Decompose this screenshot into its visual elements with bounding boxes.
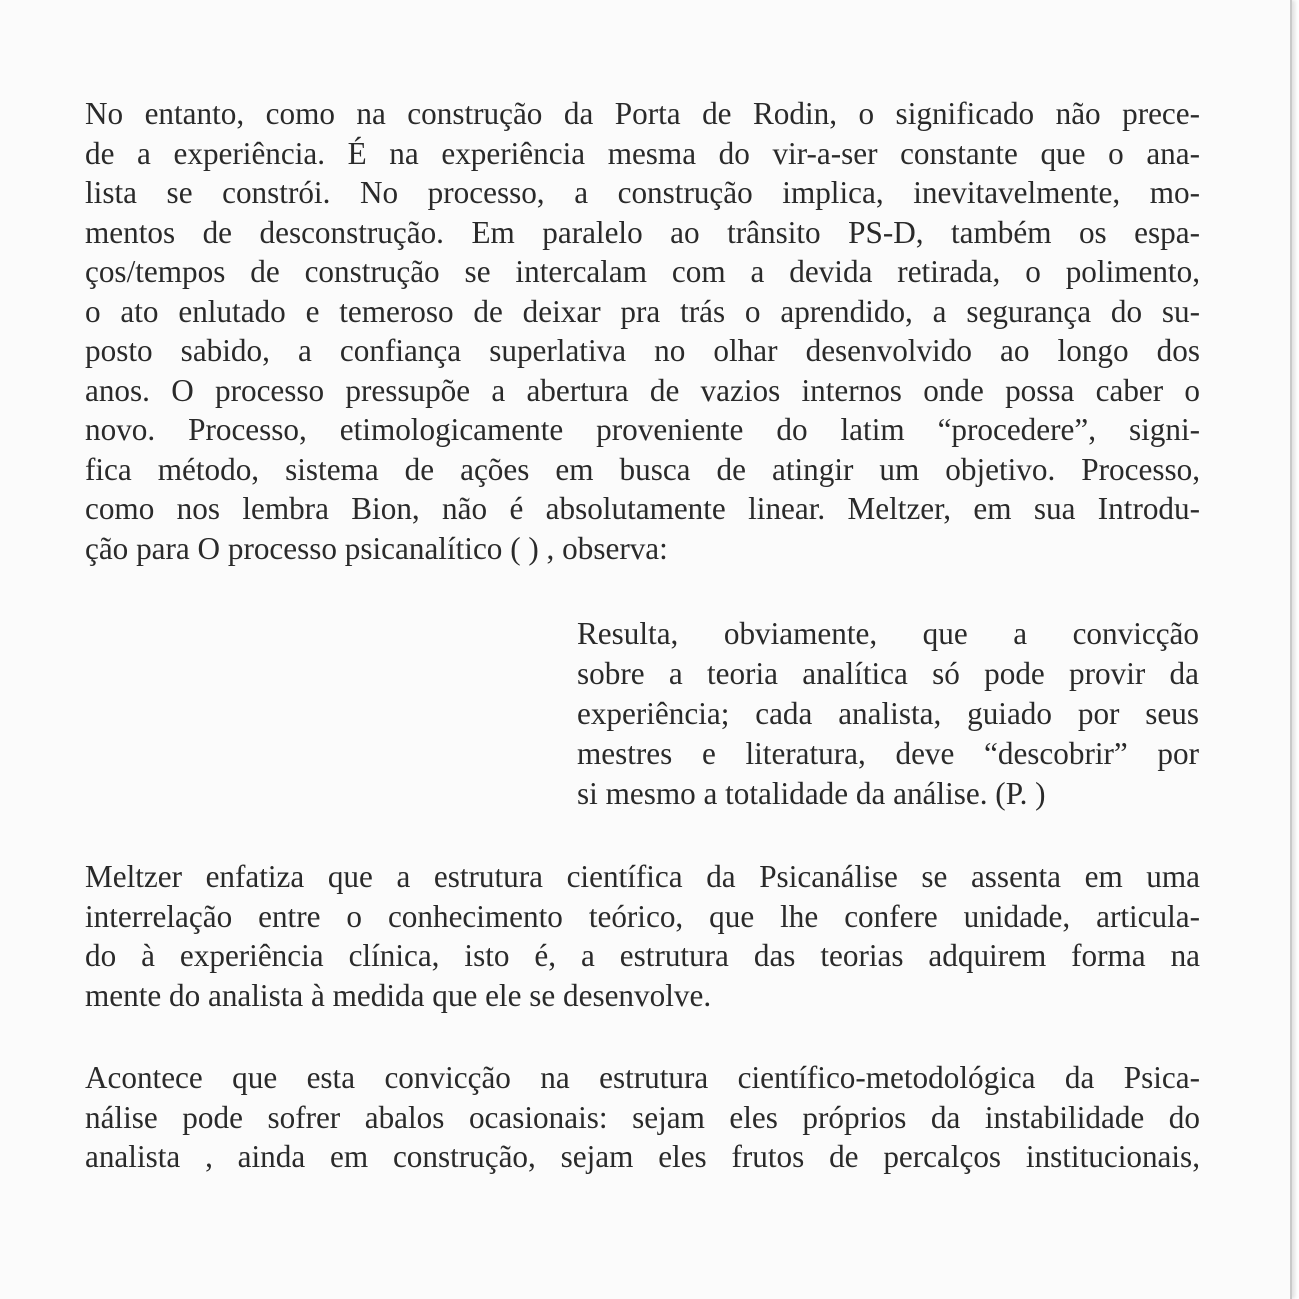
- text-line: o ato enlutado e temeroso de deixar pra trás o aprendido, a segurança do su-: [85, 293, 1200, 329]
- text-line: ços/tempos de construção se intercalam com a devida retirada, o polimento,: [85, 254, 1200, 289]
- text-line: de a experiência. É na experiência mesma do vir-a-ser constante que o ana-: [85, 135, 1200, 171]
- text-line: Acontece que esta convicção na estrutura científico-metodológica da Psica-: [85, 1060, 1200, 1095]
- quote-line: sobre a teoria analítica só pode provir da: [577, 656, 1199, 691]
- text-line: No entanto, como na construção da Porta de Rodin, o significado não prece-: [85, 96, 1200, 131]
- text-line: lista se constrói. No processo, a construção implica, inevitavelmente, mo-: [85, 175, 1200, 210]
- text-line: posto sabido, a confiança superlativa no olhar desenvolvido ao longo dos: [85, 333, 1200, 368]
- text-line: nálise pode sofrer abalos ocasionais: sejam eles próprios da instabilidade do: [85, 1099, 1200, 1135]
- text-line: ção para O processo psicanalítico ( ) , observa:: [85, 530, 668, 566]
- paragraph-1: [85, 94, 1200, 568]
- quote-line: Resulta, obviamente, que a convicção: [577, 616, 1199, 651]
- quote-line: si mesmo a totalidade da análise. (P. ): [577, 776, 1046, 811]
- text-line: do à experiência clínica, isto é, a estrutura das teorias adquirem forma na: [85, 938, 1200, 973]
- text-line: como nos lembra Bion, não é absolutamente linear. Meltzer, em sua Introdu-: [85, 491, 1200, 526]
- quote-line: mestres e literatura, deve “descobrir” por: [577, 736, 1199, 771]
- paragraph-3: [85, 1058, 1200, 1177]
- text-line: fica método, sistema de ações em busca de atingir um objetivo. Processo,: [85, 451, 1200, 487]
- text-line: anos. O processo pressupõe a abertura de vazios internos onde possa caber o: [85, 372, 1200, 408]
- text-line: interrelação entre o conhecimento teórico, que lhe confere unidade, articula-: [85, 898, 1200, 934]
- text-line: analista , ainda em construção, sejam eles frutos de percalços institucionais,: [85, 1139, 1200, 1174]
- text-line: novo. Processo, etimologicamente proveniente do latim “procedere”, signi-: [85, 412, 1200, 447]
- paragraph-2: [85, 857, 1200, 1015]
- text-line: mentos de desconstrução. Em paralelo ao trânsito PS-D, também os espa-: [85, 214, 1200, 250]
- quote-line: experiência; cada analista, guiado por seus: [577, 696, 1199, 731]
- text-line: Meltzer enfatiza que a estrutura científica da Psicanálise se assenta em uma: [85, 859, 1200, 894]
- text-line: mente do analista à medida que ele se desenvolve.: [85, 977, 712, 1013]
- block-quote: [577, 614, 1199, 814]
